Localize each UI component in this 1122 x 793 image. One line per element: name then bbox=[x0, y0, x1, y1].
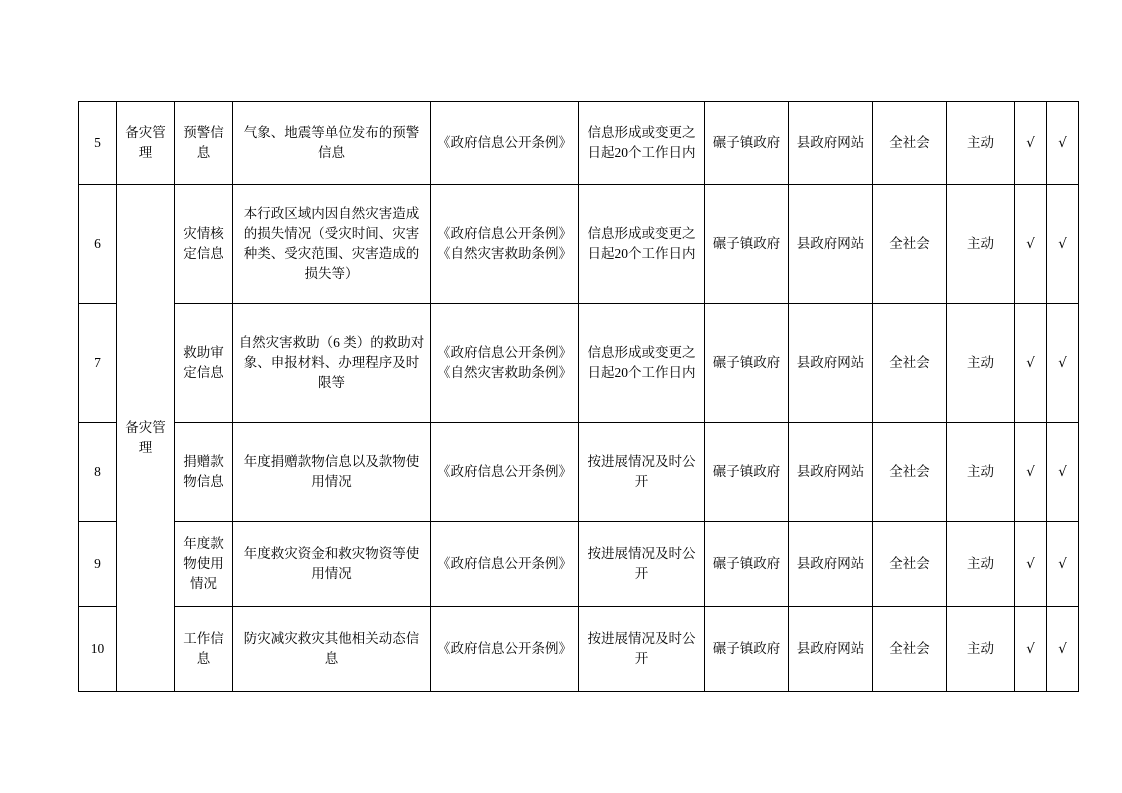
row-number: 9 bbox=[79, 522, 117, 607]
row-subcategory: 灾情核定信息 bbox=[175, 185, 233, 304]
row-subcategory: 预警信息 bbox=[175, 102, 233, 185]
row-subcategory: 捐赠款物信息 bbox=[175, 423, 233, 522]
row-object: 全社会 bbox=[873, 304, 947, 423]
row-object: 全社会 bbox=[873, 522, 947, 607]
row-check-onrequest: √ bbox=[1047, 102, 1079, 185]
row-organ: 碾子镇政府 bbox=[705, 102, 789, 185]
row-deadline: 信息形成或变更之日起20个工作日内 bbox=[579, 185, 705, 304]
row-channel: 县政府网站 bbox=[789, 185, 873, 304]
row-organ: 碾子镇政府 bbox=[705, 304, 789, 423]
row-number: 8 bbox=[79, 423, 117, 522]
row-basis: 《政府信息公开条例》 bbox=[431, 522, 579, 607]
row-check-onrequest: √ bbox=[1047, 423, 1079, 522]
row-subcategory: 救助审定信息 bbox=[175, 304, 233, 423]
row-content: 本行政区域内因自然灾害造成的损失情况（受灾时间、灾害种类、受灾范围、灾害造成的损失等） bbox=[233, 185, 431, 304]
row-deadline: 按进展情况及时公开 bbox=[579, 607, 705, 692]
row-check-proactive: √ bbox=[1015, 102, 1047, 185]
row-organ: 碾子镇政府 bbox=[705, 522, 789, 607]
row-object: 全社会 bbox=[873, 185, 947, 304]
table-row bbox=[79, 522, 1079, 607]
row-check-proactive: √ bbox=[1015, 304, 1047, 423]
row-check-proactive: √ bbox=[1015, 607, 1047, 692]
row-subcategory: 年度款物使用情况 bbox=[175, 522, 233, 607]
row-basis: 《政府信息公开条例》 bbox=[431, 607, 579, 692]
row-check-proactive: √ bbox=[1015, 185, 1047, 304]
row-organ: 碾子镇政府 bbox=[705, 185, 789, 304]
row-channel: 县政府网站 bbox=[789, 304, 873, 423]
row-mode: 主动 bbox=[947, 185, 1015, 304]
row-number: 7 bbox=[79, 304, 117, 423]
table-row bbox=[79, 607, 1079, 692]
row-number: 10 bbox=[79, 607, 117, 692]
row-organ: 碾子镇政府 bbox=[705, 423, 789, 522]
row-deadline: 信息形成或变更之日起20个工作日内 bbox=[579, 304, 705, 423]
row-channel: 县政府网站 bbox=[789, 102, 873, 185]
row-channel: 县政府网站 bbox=[789, 423, 873, 522]
row-object: 全社会 bbox=[873, 607, 947, 692]
row-content: 气象、地震等单位发布的预警信息 bbox=[233, 102, 431, 185]
row-mode: 主动 bbox=[947, 522, 1015, 607]
row-check-onrequest: √ bbox=[1047, 522, 1079, 607]
table-row bbox=[79, 423, 1079, 522]
row-category: 备灾管理 bbox=[117, 102, 175, 185]
row-deadline: 信息形成或变更之日起20个工作日内 bbox=[579, 102, 705, 185]
row-mode: 主动 bbox=[947, 607, 1015, 692]
row-channel: 县政府网站 bbox=[789, 522, 873, 607]
table-row bbox=[79, 102, 1079, 185]
row-check-proactive: √ bbox=[1015, 522, 1047, 607]
row-object: 全社会 bbox=[873, 423, 947, 522]
row-object: 全社会 bbox=[873, 102, 947, 185]
row-content: 防灾减灾救灾其他相关动态信息 bbox=[233, 607, 431, 692]
row-basis: 《政府信息公开条例》 bbox=[431, 102, 579, 185]
row-deadline: 按进展情况及时公开 bbox=[579, 423, 705, 522]
disclosure-table-wrapper bbox=[78, 101, 1067, 692]
row-number: 5 bbox=[79, 102, 117, 185]
row-check-onrequest: √ bbox=[1047, 185, 1079, 304]
row-check-onrequest: √ bbox=[1047, 304, 1079, 423]
row-basis: 《政府信息公开条例》 bbox=[431, 423, 579, 522]
table-row bbox=[79, 185, 1079, 304]
row-category-merged: 备灾管理 bbox=[117, 185, 175, 692]
row-number: 6 bbox=[79, 185, 117, 304]
row-organ: 碾子镇政府 bbox=[705, 607, 789, 692]
row-basis: 《政府信息公开条例》《自然灾害救助条例》 bbox=[431, 185, 579, 304]
row-content: 年度捐赠款物信息以及款物使用情况 bbox=[233, 423, 431, 522]
row-mode: 主动 bbox=[947, 423, 1015, 522]
disclosure-table bbox=[78, 101, 1079, 692]
row-deadline: 按进展情况及时公开 bbox=[579, 522, 705, 607]
row-content: 年度救灾资金和救灾物资等使用情况 bbox=[233, 522, 431, 607]
row-mode: 主动 bbox=[947, 304, 1015, 423]
row-basis: 《政府信息公开条例》《自然灾害救助条例》 bbox=[431, 304, 579, 423]
row-subcategory: 工作信息 bbox=[175, 607, 233, 692]
row-channel: 县政府网站 bbox=[789, 607, 873, 692]
row-check-onrequest: √ bbox=[1047, 607, 1079, 692]
row-mode: 主动 bbox=[947, 102, 1015, 185]
row-check-proactive: √ bbox=[1015, 423, 1047, 522]
table-row bbox=[79, 304, 1079, 423]
row-content: 自然灾害救助（6 类）的救助对象、申报材料、办理程序及时限等 bbox=[233, 304, 431, 423]
